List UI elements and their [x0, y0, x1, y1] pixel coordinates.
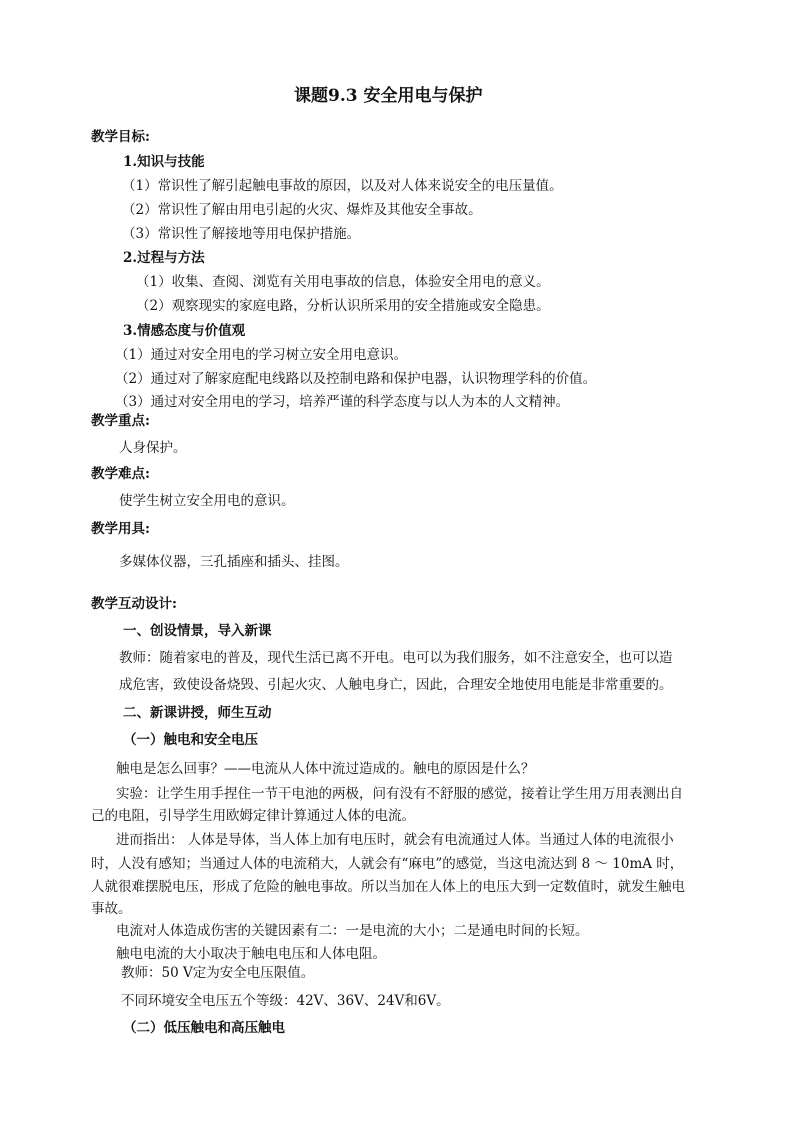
design-heading: 教学互动设计:: [91, 596, 177, 612]
section-1-heading: 一、创设情景，导入新课: [123, 623, 272, 639]
section-2a-line: 进而指出： 人体是导体，当人体上加有电压时，就会有电流通过人体。当通过人体的电流很小: [116, 832, 674, 848]
section-2a-line: 触电是怎么回事？——电流从人体中流过造成的。触电的原因是什么？: [116, 761, 535, 777]
section-2a-line: 实验：让学生用手捏住一节干电池的两极，问有没有不舒服的感觉，接着让学生用万用表测出自: [116, 786, 683, 802]
section-1-line: 成危害，致使设备烧毁、引起火灾、人触电身亡，因此，合理安全地使用电能是非常重要的。: [119, 677, 673, 693]
goal-2-item: （1）收集、查阅、浏览有关用电事故的信息，体验安全用电的意义。: [136, 274, 550, 290]
key-point-text: 人身保护。: [119, 440, 187, 456]
goal-2-item: （2）观察现实的家庭电路，分析认识所采用的安全措施或安全隐患。: [136, 298, 550, 314]
goal-1-item: （3）常识性了解接地等用电保护措施。: [122, 226, 361, 242]
section-2a-line: 己的电阻，引导学生用欧姆定律计算通过人体的电流。: [91, 808, 415, 824]
tools-heading: 教学用具:: [91, 521, 150, 537]
goal-2-heading: 2.过程与方法: [123, 250, 205, 266]
goal-1-item: （1）常识性了解引起触电事故的原因，以及对人体来说安全的电压量值。: [122, 178, 563, 194]
section-2a-line: 人就很难摆脱电压，形成了危险的触电事故。所以当加在人体上的电压大到一定数值时，就发生触电: [91, 879, 685, 895]
section-2a-line: 事故。: [91, 901, 132, 917]
goal-1-item: （2）常识性了解由用电引起的火灾、爆炸及其他安全事故。: [122, 202, 482, 218]
goals-heading: 教学目标:: [91, 129, 150, 145]
section-2a-line: 电流对人体造成伤害的关键因素有二：一是电流的大小；二是通电时间的长短。: [116, 923, 589, 939]
goal-3-heading: 3.情感态度与价值观: [123, 323, 246, 339]
document-title: 课题9.3 安全用电与保护: [294, 86, 483, 106]
goal-3-item: （1）通过对安全用电的学习树立安全用电意识。: [115, 347, 408, 363]
section-2a-line: 教师：50 V定为安全电压限值。: [121, 965, 315, 981]
goal-3-item: （3）通过对安全用电的学习，培养严谨的科学态度与以人为本的人文精神。: [115, 394, 570, 410]
key-point-heading: 教学重点:: [91, 413, 150, 429]
goal-3-item: （2）通过对了解家庭配电线路以及控制电路和保护电器，认识物理学科的价值。: [115, 371, 597, 387]
difficulty-heading: 教学难点:: [91, 466, 150, 482]
difficulty-text: 使学生树立安全用电的意识。: [119, 493, 295, 509]
section-2a-line: 时，人没有感知；当通过人体的电流稍大，人就会有“麻电”的感觉，当这电流达到 8 ～ 10mA 时，: [91, 856, 684, 872]
section-1-line: 教师：随着家电的普及，现代生活已离不开电。电可以为我们服务，如不注意安全，也可以造: [119, 650, 673, 666]
section-2a-line: 不同环境安全电压五个等级：42V、36V、24V和6V。: [121, 993, 450, 1009]
goal-1-heading: 1.知识与技能: [123, 154, 205, 170]
section-2-heading: 二、新课讲授，师生互动: [123, 705, 272, 721]
section-2a-heading: （一）触电和安全电压: [123, 732, 258, 748]
section-2a-line: 触电电流的大小取决于触电电压和人体电阻。: [116, 946, 386, 962]
tools-text: 多媒体仪器，三孔插座和插头、挂图。: [119, 554, 349, 570]
section-2b-heading: （二）低压触电和高压触电: [123, 1020, 285, 1036]
